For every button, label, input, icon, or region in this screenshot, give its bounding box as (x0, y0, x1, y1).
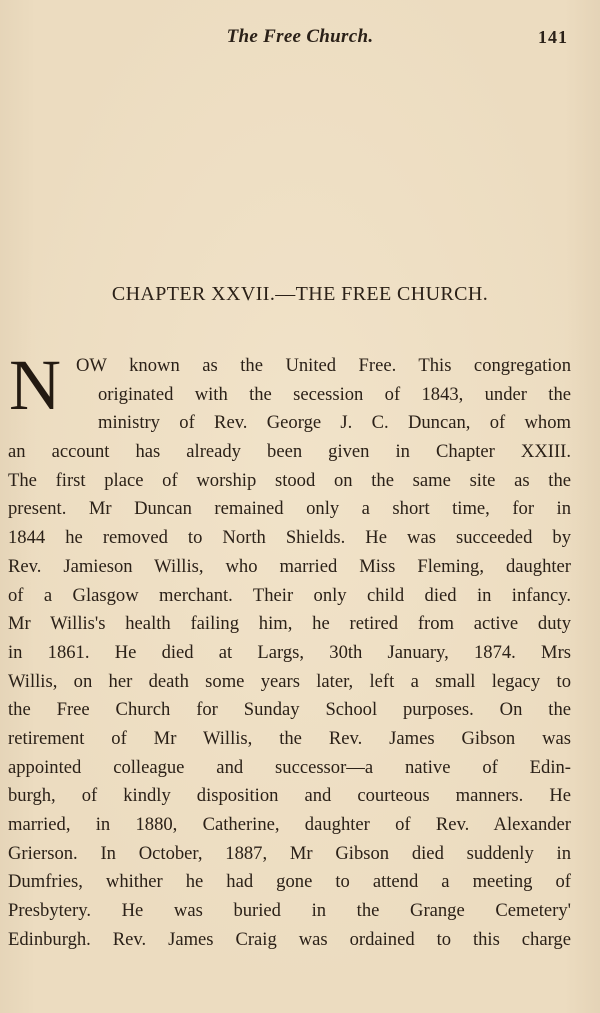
text-line: Edinburgh. Rev. James Craig was ordained to this charge (8, 928, 571, 950)
running-head (0, 26, 600, 56)
text-line: retirement of Mr Willis, the Rev. James Gibson was (8, 727, 571, 749)
text-line: the Free Church for Sunday School purposes. On the (8, 699, 571, 721)
text-line: married, in 1880, Catherine, daughter of Rev. Alexander (8, 814, 571, 835)
text-line: Grierson. In October, 1887, Mr Gibson died suddenly in (8, 842, 571, 864)
page-number: 141 (538, 27, 568, 47)
body-text (8, 345, 571, 954)
running-title: The Free Church. (226, 26, 374, 47)
text-line: 1844 he removed to North Shields. He was succeeded by (8, 527, 571, 549)
text-line: burgh, of kindly disposition and courteous manners. He (8, 785, 571, 807)
text-line: Rev. Jamieson Willis, who married Miss Fleming, daughter (8, 555, 571, 577)
chapter-heading: CHAPTER XXVII.—THE FREE CHURCH. (111, 283, 489, 305)
text-line: appointed colleague and successor—a native of Edin- (8, 756, 571, 778)
text-line: Willis, on her death some years later, left a small legacy to (8, 670, 571, 692)
text-line: originated with the secession of 1843, under the (98, 383, 571, 405)
text-line: in 1861. He died at Largs, 30th January, 1874. Mrs (8, 641, 571, 663)
text-line: Dumfries, whither he had gone to attend a meeting of (8, 871, 571, 893)
text-line: The first place of worship stood on the same site as the (8, 469, 571, 491)
text-line: OW known as the United Free. This congregation (76, 355, 571, 376)
text-line: an account has already been given in Chapter XXIII. (8, 441, 571, 463)
text-line: Presbytery. He was buried in the Grange Cemetery' (8, 900, 571, 922)
text-line: of a Glasgow merchant. Their only child died in infancy. (8, 584, 571, 606)
text-line: Mr Willis's health failing him, he retired from active duty (8, 613, 571, 635)
text-line: present. Mr Duncan remained only a short time, for in (8, 498, 571, 520)
text-line: ministry of Rev. George J. C. Duncan, of whom (98, 412, 571, 434)
drop-cap: N (9, 345, 61, 425)
